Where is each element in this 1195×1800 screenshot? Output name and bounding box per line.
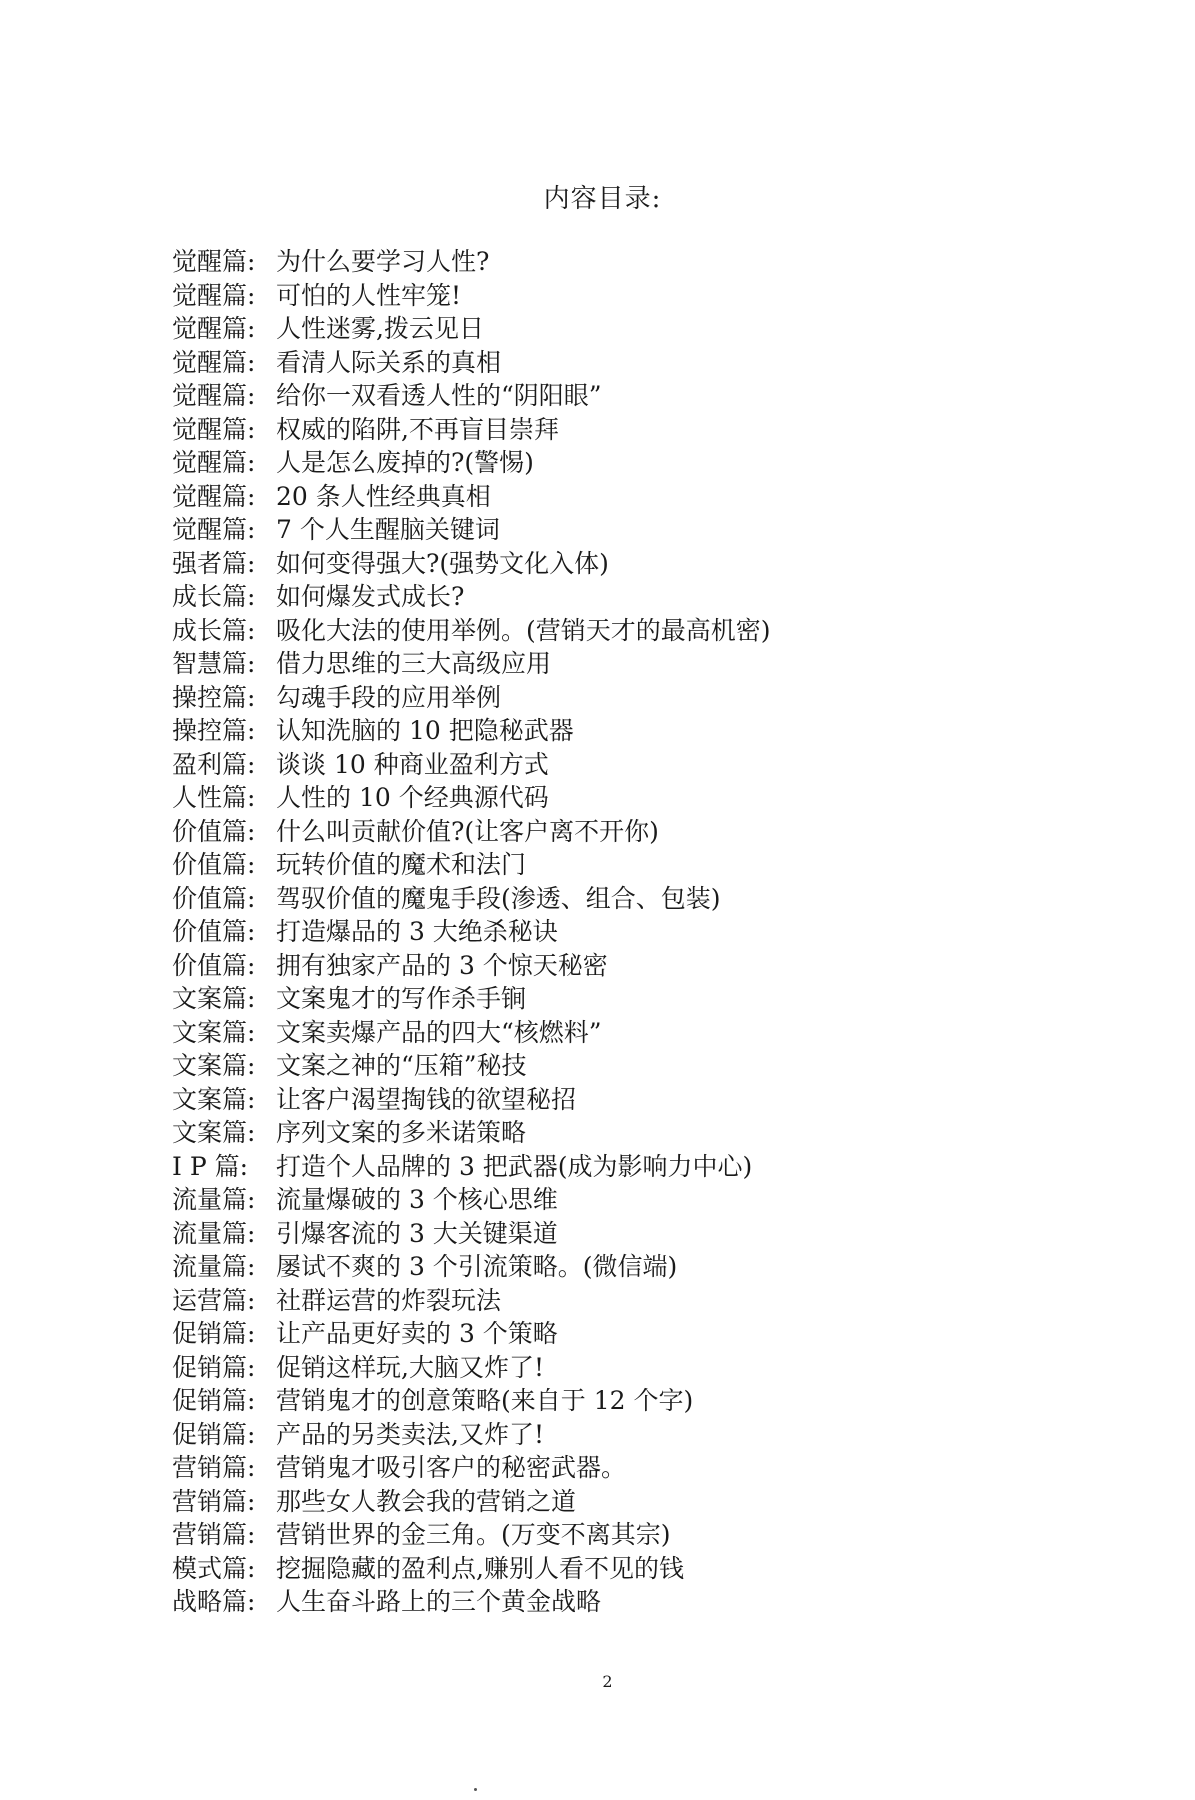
toc-entry: [172, 848, 1072, 882]
toc-entry: [172, 1351, 1072, 1385]
toc-entry-title: 人生奋斗路上的三个黄金战略: [276, 1587, 602, 1616]
toc-entry-category: 文案篇:: [172, 1017, 256, 1047]
toc-entry-category: 流量篇:: [172, 1252, 256, 1281]
toc-entry-title: 谈谈 10 种商业盈利方式: [276, 749, 549, 779]
toc-entry: [172, 1384, 1072, 1418]
toc-entry-category: 促销篇:: [172, 1386, 256, 1415]
toc-entry-title: 那些女人教会我的营销之道: [276, 1486, 577, 1516]
toc-entry-title: 可怕的人性牢笼!: [276, 280, 462, 310]
toc-entry-category: 文案篇:: [172, 984, 256, 1013]
toc-entry-title: 产品的另类卖法,又炸了!: [276, 1419, 544, 1449]
toc-entry-title: 拥有独家产品的 3 个惊天秘密: [276, 950, 608, 980]
toc-entry-category: 觉醒篇:: [172, 347, 256, 377]
toc-entry-category: 文案篇:: [172, 1051, 256, 1080]
toc-entry-category: 流量篇:: [172, 1218, 256, 1248]
toc-entry-title: 让客户渴望掏钱的欲望秘招: [276, 1084, 577, 1114]
toc-entry: [172, 1016, 1072, 1050]
toc-entry-category: 文案篇:: [172, 1118, 256, 1147]
toc-entry: [172, 312, 1072, 346]
page-title: 内容目录:: [543, 184, 662, 214]
toc-entry-category: 运营篇:: [172, 1285, 256, 1315]
toc-entry-category: 营销篇:: [172, 1486, 256, 1516]
toc-entry-category: 觉醒篇:: [172, 414, 256, 444]
toc-entry-category: 成长篇:: [172, 615, 256, 645]
toc-entry-category: 人性篇:: [172, 783, 256, 812]
toc-entry-category: 营销篇:: [172, 1453, 256, 1482]
toc-entry-title: 玩转价值的魔术和法门: [276, 850, 527, 879]
toc-entry: [172, 647, 1072, 681]
toc-entry: [172, 580, 1072, 614]
toc-entry: [172, 513, 1072, 547]
toc-entry: [172, 949, 1072, 983]
toc-entry-category: 操控篇:: [172, 682, 256, 712]
toc-entry-title: 看清人际关系的真相: [276, 347, 502, 377]
toc-entry-category: 觉醒篇:: [172, 515, 256, 544]
toc-entry-title: 屡试不爽的 3 个引流策略。(微信端): [276, 1252, 678, 1281]
table-of-contents: [172, 245, 1072, 1619]
toc-entry-category: 强者篇:: [172, 548, 256, 578]
toc-entry-title: 文案之神的“压箱”秘技: [276, 1051, 527, 1080]
toc-entry: [172, 1183, 1072, 1217]
toc-entry: [172, 1083, 1072, 1117]
toc-entry: [172, 1250, 1072, 1284]
toc-entry-category: 战略篇:: [172, 1587, 256, 1616]
toc-entry: [172, 279, 1072, 313]
toc-entry-category: 智慧篇:: [172, 649, 256, 678]
toc-entry-title: 权威的陷阱,不再盲目崇拜: [276, 414, 559, 444]
toc-entry: [172, 681, 1072, 715]
toc-entry: [172, 446, 1072, 480]
toc-entry-title: 打造个人品牌的 3 把武器(成为影响力中心): [276, 1151, 753, 1181]
toc-entry-title: 吸化大法的使用举例。(营销天才的最高机密): [276, 615, 771, 645]
toc-entry-category: 营销篇:: [172, 1520, 256, 1549]
toc-entry-category: 觉醒篇:: [172, 448, 256, 477]
toc-entry: [172, 547, 1072, 581]
toc-entry-category: 文案篇:: [172, 1084, 256, 1114]
toc-entry: [172, 781, 1072, 815]
toc-entry-category: 流量篇:: [172, 1185, 256, 1214]
toc-entry-title: 20 条人性经典真相: [276, 481, 491, 511]
toc-entry: [172, 1217, 1072, 1251]
toc-entry-title: 文案卖爆产品的四大“核燃料”: [276, 1017, 602, 1047]
toc-entry-title: 如何变得强大?(强势文化入体): [276, 548, 609, 578]
toc-entry: [172, 346, 1072, 380]
toc-entry-category: 模式篇:: [172, 1553, 256, 1583]
toc-entry: [172, 1518, 1072, 1552]
toc-entry-title: 驾驭价值的魔鬼手段(渗透、组合、包装): [276, 883, 721, 913]
toc-entry-category: 觉醒篇:: [172, 280, 256, 310]
toc-entry: [172, 614, 1072, 648]
toc-entry: [172, 714, 1072, 748]
toc-entry-category: 价值篇:: [172, 883, 256, 913]
toc-entry-category: 促销篇:: [172, 1319, 256, 1348]
toc-entry-category: 价值篇:: [172, 950, 256, 980]
toc-entry: [172, 1552, 1072, 1586]
toc-entry-title: 营销世界的金三角。(万变不离其宗): [276, 1520, 671, 1549]
toc-entry-category: 操控篇:: [172, 716, 256, 745]
toc-entry-title: 勾魂手段的应用举例: [276, 682, 502, 712]
toc-entry-category: 觉醒篇:: [172, 247, 256, 276]
toc-entry-title: 人性迷雾,拨云见日: [276, 314, 484, 343]
toc-entry: [172, 1418, 1072, 1452]
toc-entry-title: 挖掘隐藏的盈利点,赚别人看不见的钱: [276, 1553, 684, 1583]
toc-entry: [172, 379, 1072, 413]
toc-entry-category: 价值篇:: [172, 850, 256, 879]
toc-entry-title: 营销鬼才的创意策略(来自于 12 个字): [276, 1386, 694, 1415]
toc-entry-category: 价值篇:: [172, 816, 256, 846]
toc-entry: [172, 1049, 1072, 1083]
toc-entry-category: 盈利篇:: [172, 749, 256, 779]
toc-entry: [172, 1116, 1072, 1150]
toc-entry-title: 借力思维的三大高级应用: [276, 649, 552, 678]
toc-entry-title: 序列文案的多米诺策略: [276, 1118, 527, 1147]
toc-entry-title: 营销鬼才吸引客户的秘密武器。: [276, 1453, 627, 1482]
toc-entry-title: 人是怎么废掉的?(警惕): [276, 448, 534, 477]
toc-entry-title: 促销这样玩,大脑又炸了!: [276, 1352, 544, 1382]
toc-entry-title: 为什么要学习人性?: [276, 247, 490, 276]
toc-entry: [172, 1585, 1072, 1619]
toc-entry: [172, 915, 1072, 949]
toc-entry-title: 社群运营的炸裂玩法: [276, 1285, 502, 1315]
toc-entry-title: 如何爆发式成长?: [276, 582, 465, 611]
toc-entry-title: 人性的 10 个经典源代码: [276, 783, 549, 812]
toc-entry: [172, 815, 1072, 849]
toc-entry-title: 打造爆品的 3 大绝杀秘诀: [276, 917, 558, 946]
toc-entry-category: 觉醒篇:: [172, 314, 256, 343]
toc-entry-title: 7 个人生醒脑关键词: [276, 515, 500, 544]
toc-entry-title: 文案鬼才的写作杀手锏: [276, 984, 527, 1013]
toc-entry-category: 促销篇:: [172, 1352, 256, 1382]
toc-entry: [172, 1150, 1072, 1184]
scan-speck: [474, 1788, 477, 1791]
toc-entry-title: 引爆客流的 3 大关键渠道: [276, 1218, 558, 1248]
toc-entry: [172, 413, 1072, 447]
toc-entry-category: 促销篇:: [172, 1419, 256, 1449]
toc-entry-title: 什么叫贡献价值?(让客户离不开你): [276, 816, 659, 846]
toc-entry: [172, 480, 1072, 514]
toc-entry: [172, 245, 1072, 279]
toc-entry: [172, 1485, 1072, 1519]
toc-entry-category: I P 篇:: [172, 1151, 249, 1181]
toc-entry: [172, 982, 1072, 1016]
toc-entry-title: 认知洗脑的 10 把隐秘武器: [276, 716, 574, 745]
toc-entry: [172, 1317, 1072, 1351]
page-number: 2: [602, 1672, 613, 1691]
toc-entry-title: 给你一双看透人性的“阴阳眼”: [276, 381, 602, 410]
toc-entry: [172, 1284, 1072, 1318]
toc-entry-category: 觉醒篇:: [172, 381, 256, 410]
toc-entry: [172, 1451, 1072, 1485]
toc-entry: [172, 748, 1072, 782]
toc-entry-category: 价值篇:: [172, 917, 256, 946]
toc-entry-category: 成长篇:: [172, 582, 256, 611]
toc-entry-category: 觉醒篇:: [172, 481, 256, 511]
toc-entry-title: 让产品更好卖的 3 个策略: [276, 1319, 558, 1348]
toc-entry-title: 流量爆破的 3 个核心思维: [276, 1185, 558, 1214]
toc-entry: [172, 882, 1072, 916]
